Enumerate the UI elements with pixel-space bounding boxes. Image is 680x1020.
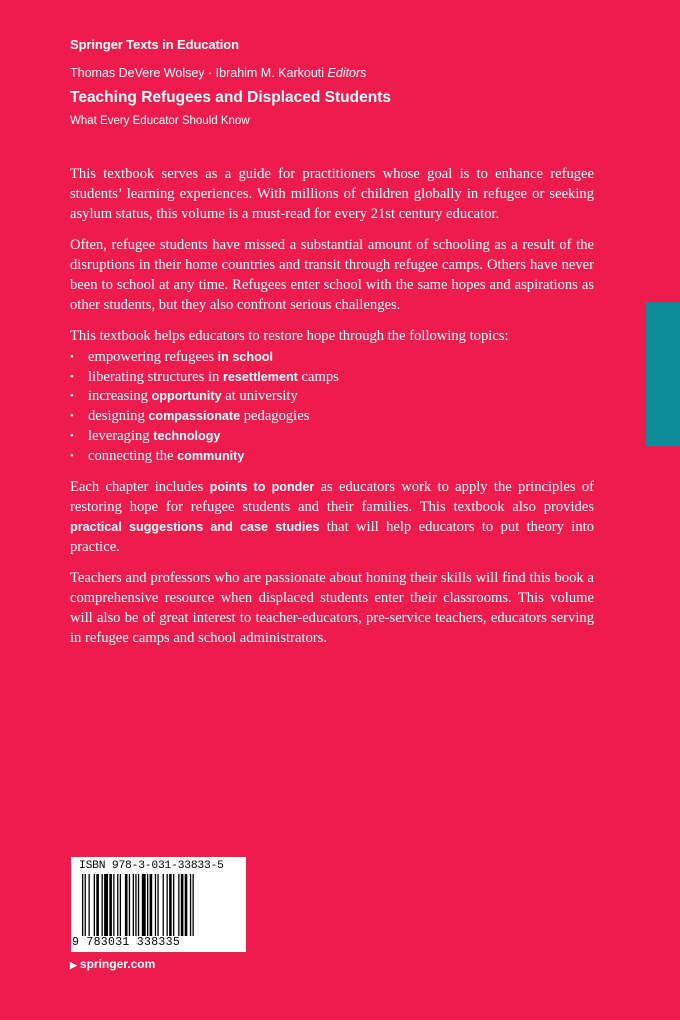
isbn-number: ISBN 978-3-031-33833-5 [79, 860, 224, 872]
blurb-paragraph-2: Often, refugee students have missed a substantial amount of schooling as a result of the disruptions in their home countries and transit through refugee camps. Others have never been to school at any time. Refugees enter school with the same hopes and aspirations as other students, but they also confront serious challenges. [70, 237, 594, 313]
topic-item: • empowering refugees in school [70, 348, 594, 368]
bullet-icon: • [70, 410, 74, 423]
book-title: Teaching Refugees and Displaced Students [70, 89, 391, 106]
bullet-icon: • [70, 429, 74, 442]
edge-color-tab [646, 302, 680, 446]
editor-names: Thomas DeVere Wolsey · Ibrahim M. Karkouti [70, 66, 325, 80]
topic-item: • liberating structures in resettlement camps [70, 368, 594, 388]
editors-line [70, 66, 366, 80]
topic-item: • increasing opportunity at university [70, 387, 594, 407]
blurb-paragraph-5: Teachers and professors who are passionate about honing their skills will find this book a comprehensive resource when displaced students enter their classrooms. This volume will also be of great interest to teacher-educators, pre-service teachers, educators serving in refugee camps and school administrators. [70, 570, 594, 647]
triangle-right-icon: ▶ [70, 960, 77, 970]
topic-item: • leveraging technology [70, 427, 594, 447]
bullet-icon: • [70, 449, 74, 462]
ean-digits: 9 783031 338335 [72, 936, 181, 949]
blurb-paragraph-1: This textbook serves as a guide for practitioners whose goal is to enhance refugee students’ learning experiences. With millions of children globally in refugee or seeking asylum status, this volume is a must-read for every 21st century educator. [70, 166, 594, 222]
bullet-icon: • [70, 370, 74, 383]
series-title: Springer Texts in Education [70, 37, 239, 52]
book-subtitle: What Every Educator Should Know [70, 115, 250, 127]
bullet-icon: • [70, 390, 74, 403]
website-label: springer.com [79, 957, 156, 971]
blurb-paragraph-4: Each chapter includes points to ponder as educators work to apply the principles of restoring hope for refugee students and their families. This textbook also provides practical suggestions and case studies that will help educators to put theory into practice. [70, 479, 595, 556]
topic-item: • connecting the community [70, 447, 594, 467]
topics-intro: This textbook helps educators to restore hope through the following topics: [70, 328, 509, 344]
isbn-barcode [71, 857, 246, 952]
bullet-icon: • [70, 351, 74, 363]
topic-item: • designing compassionate pedagogies [70, 407, 594, 427]
editors-role: Editors [327, 66, 367, 80]
website-link[interactable] [70, 957, 155, 971]
barcode-icon [82, 874, 236, 938]
topics-list [70, 348, 594, 466]
blurb-body [70, 164, 594, 659]
